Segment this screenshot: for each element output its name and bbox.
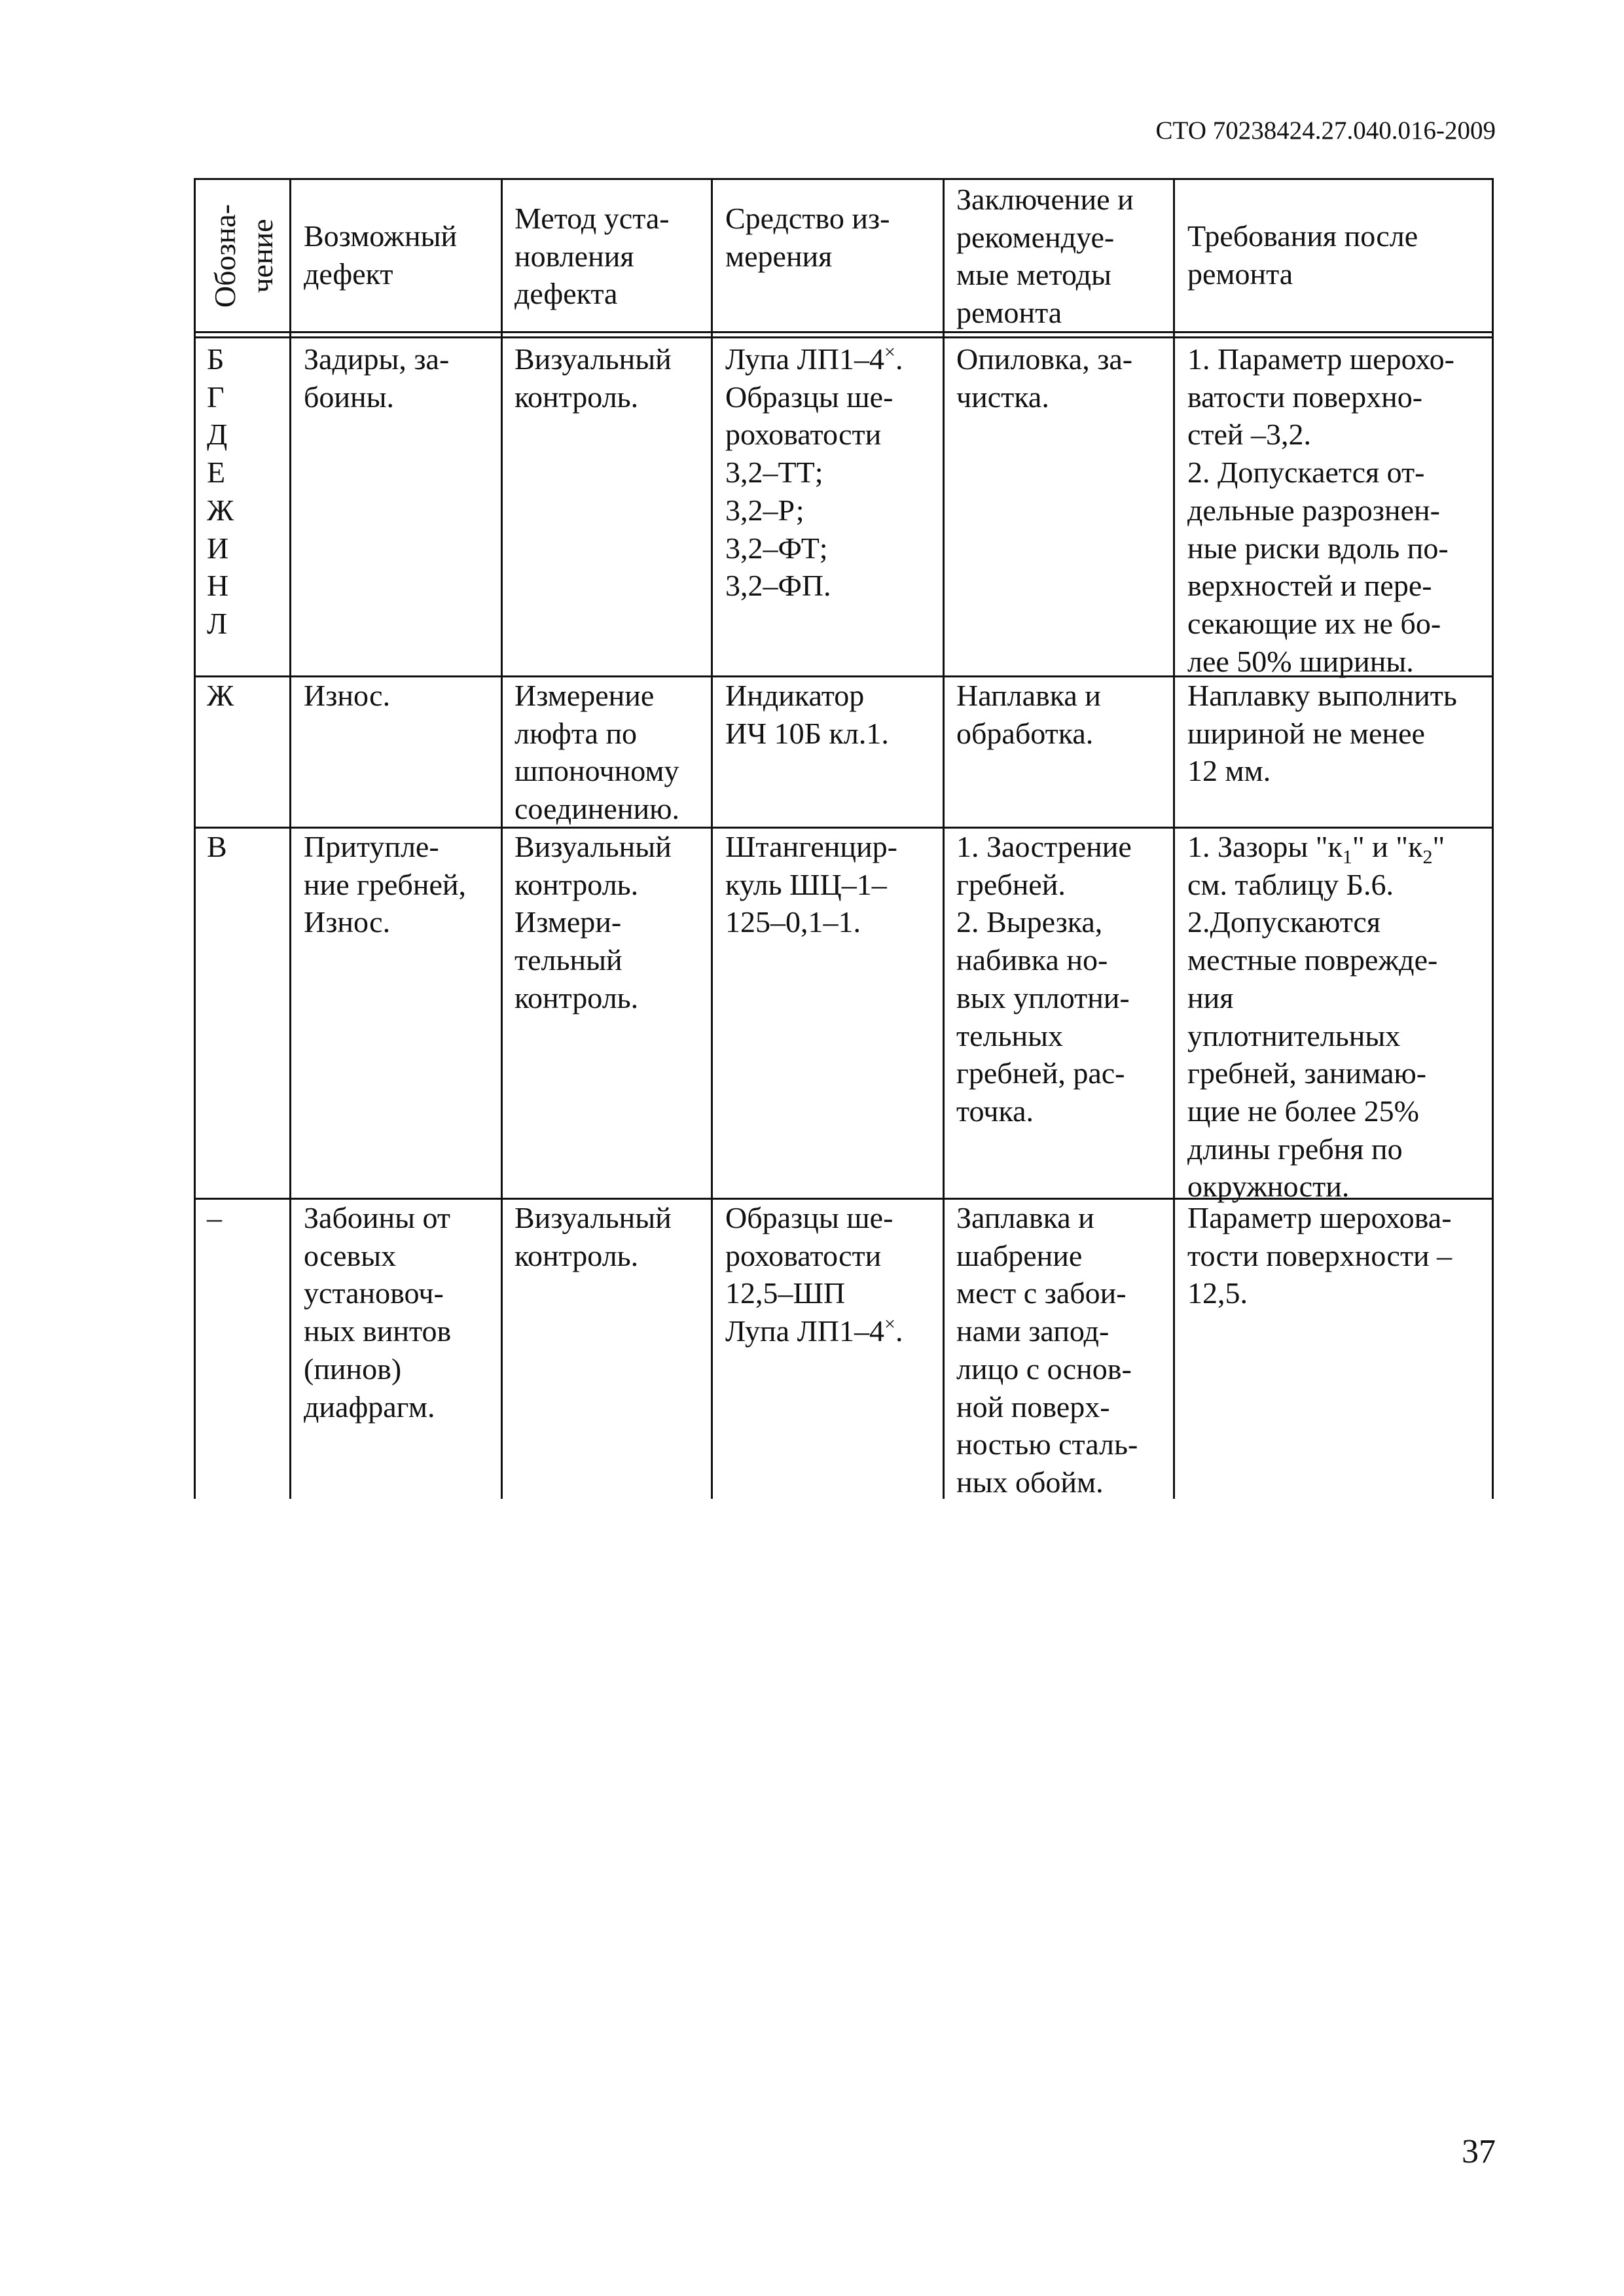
cell-defect: Притупле- ние гребней, Износ.: [304, 830, 466, 939]
column-border: [194, 178, 196, 1499]
cell-conclusion: Опиловка, за- чистка.: [956, 342, 1133, 414]
table-border-top: [194, 178, 1494, 180]
header-cell-tool: Средство из- мерения: [725, 202, 890, 273]
header-designation-label: Обозна- чение: [208, 204, 279, 308]
cell-method: Визуальный контроль. Измери- тельный контроль.: [514, 830, 672, 1014]
cell-designation: Б Г Д Е Ж И Н Л: [207, 342, 234, 640]
column-border: [943, 178, 945, 1499]
cell-designation: –: [207, 1201, 222, 1234]
header-divider-double: [194, 336, 1494, 338]
cell-conclusion: Наплавка и обработка.: [956, 679, 1101, 750]
column-border: [1173, 178, 1175, 1499]
cell-tool: Лупа ЛП1–4×. Образцы ше- роховатости 3,2–ТТ; 3,2–Р; 3,2–ФТ; 3,2–ФП.: [725, 341, 903, 603]
cell-requirements: 1. Параметр шерохо- ватости поверхно- стей –3,2. 2. Допускается от- дельные разрознен- ные риски вдоль по- верхностей и пере- секающие их не бо- лее 50% ширины.: [1187, 342, 1455, 678]
column-border: [711, 178, 713, 1499]
table-border-right: [1492, 178, 1494, 1499]
cell-method: Измерение люфта по шпоночному соединению.: [514, 679, 679, 826]
cell-designation: Ж: [207, 679, 234, 712]
header-cell-defect: Возможный дефект: [304, 219, 458, 291]
cell-requirements: Наплавку выполнить шириной не менее 12 мм.: [1187, 679, 1457, 788]
header-cell-requirements: Требования после ремонта: [1187, 219, 1418, 291]
header-cell-conclusion: Заключение и рекомендуе- мые методы ремонта: [956, 183, 1134, 330]
cell-tool: Индикатор ИЧ 10Б кл.1.: [725, 679, 889, 750]
header-cell-method: Метод уста- новления дефекта: [514, 202, 670, 311]
cell-defect: Износ.: [304, 679, 391, 712]
cell-requirements: Параметр шерохова- тости поверхности – 12,5.: [1187, 1201, 1453, 1310]
cell-tool: Штангенцир- куль ШЦ–1– 125–0,1–1.: [725, 830, 897, 939]
cell-defect: Забоины от осевых установоч- ных винтов (пинов) диафрагм.: [304, 1201, 452, 1424]
cell-designation: В: [207, 830, 227, 863]
cell-method: Визуальный контроль.: [514, 1201, 672, 1272]
cell-conclusion: 1. Заострение гребней. 2. Вырезка, набивка но- вых уплотни- тельных гребней, рас- точка.: [956, 830, 1132, 1128]
column-border: [289, 178, 291, 1499]
header-divider: [194, 331, 1494, 333]
cell-method: Визуальный контроль.: [514, 342, 672, 414]
cell-tool: Образцы ше- роховатости 12,5–ШП Лупа ЛП1–4×.: [725, 1201, 903, 1348]
cell-requirements: 1. Зазоры "$к_1$" и "$к_2$" см. таблицу Б.6. 2.Допускаются местные поврежде- ния уплотнительных гребней, занимаю- щие не более 25% длины гребня по окружности.: [1187, 830, 1445, 1204]
cell-conclusion: Заплавка и шабрение мест с забои- нами запод- лицо с основ- ной поверх- ностью сталь- ных обойм.: [956, 1201, 1138, 1499]
document-code: СТО 70238424.27.040.016-2009: [1155, 117, 1496, 145]
column-border: [501, 178, 503, 1499]
cell-defect: Задиры, за- боины.: [304, 342, 450, 414]
header-cell-designation: [196, 180, 291, 331]
page-number: 37: [1462, 2133, 1496, 2170]
